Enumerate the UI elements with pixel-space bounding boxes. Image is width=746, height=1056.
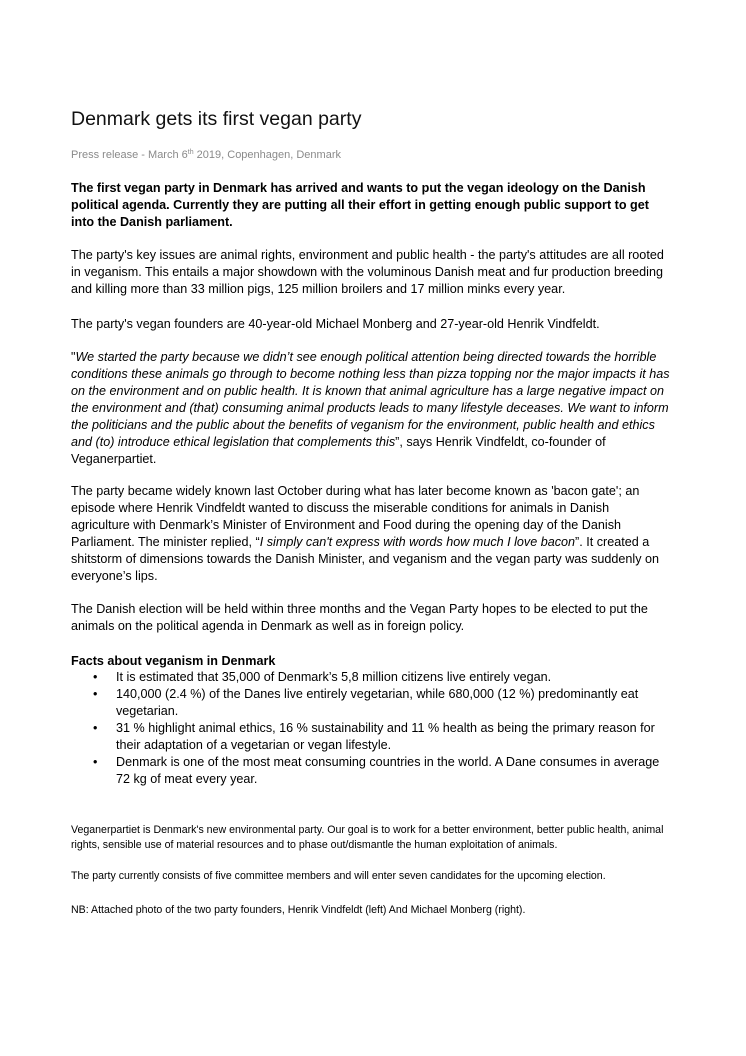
bacon-gate-text-before: The party became widely known last October during what has later become known as 'bacon gate'; an episode where Henrik Vindfeldt wanted to discuss the miserable conditions for animals in Danish agriculture with Denmark’s Minister of Environment and Food during the opening day of the Danish Parliament. The minister replied, “ (71, 484, 640, 549)
list-item (71, 754, 676, 788)
facts-heading: Facts about veganism in Denmark (71, 654, 276, 668)
dateline-suffix: 2019, Copenhagen, Denmark (193, 149, 341, 161)
about-party-paragraph: Veganerpartiet is Denmark's new environmental party. Our goal is to work for a better environment, better public health, animal rights, sensible use of material resources and to phase out/dismantle the human exploitation of animals. (71, 824, 664, 852)
list-item (71, 686, 676, 720)
lead-paragraph: The first vegan party in Denmark has arrived and wants to put the vegan ideology on the Danish political agenda. Currently they are putting all their effort in getting enough public support to get into the Danish parliament. (71, 181, 649, 229)
dateline-superscript: th (187, 149, 194, 156)
photo-note: NB: Attached photo of the two party founders, Henrik Vindfeldt (left) And Michael Monberg (right). (71, 904, 526, 916)
key-issues-paragraph: The party's key issues are animal rights, environment and public health - the party's attitudes are all rooted in veganism. This entails a major showdown with the voluminous Danish meat and fur production breeding and killing more than 33 million pigs, 125 million broilers and 17 million minks every year. (71, 248, 664, 296)
fact-text: It is estimated that 35,000 of Denmark’s 5,8 million citizens live entirely vegan. (116, 670, 552, 684)
fact-text: Denmark is one of the most meat consuming countries in the world. A Dane consumes in average 72 kg of meat every year. (116, 755, 660, 786)
bullet-icon: • (93, 721, 98, 735)
list-item (71, 669, 676, 686)
fact-text: 31 % highlight animal ethics, 16 % sustainability and 11 % health as being the primary reason for their adaptation of a vegetarian or vegan lifestyle. (116, 721, 655, 752)
bullet-icon: • (93, 687, 98, 701)
quote-paragraph (71, 349, 671, 468)
founders-paragraph: The party's vegan founders are 40-year-old Michael Monberg and 27-year-old Henrik Vindfeldt. (71, 317, 600, 331)
bacon-gate-paragraph (71, 483, 671, 585)
bullet-icon: • (93, 755, 98, 769)
document-title: Denmark gets its first vegan party (71, 108, 362, 130)
minister-quote: I simply can't express with words how much I love bacon (259, 535, 576, 549)
dateline-prefix: Press release - March 6 (71, 149, 188, 161)
bacon-gate-text-after: ”. It created a shitstorm of dimensions towards the Danish Minister, and veganism and the vegan party was suddenly on everyone’s lips. (71, 535, 660, 583)
dateline (71, 149, 341, 161)
quote-text: We started the party because we didn’t see enough political attention being directed towards the horrible conditions these animals go through to become nothing less than pizza topping nor the major impacts it has on the environment and on public health. It is known that animal agriculture has a large negative impact on the environment and (that) consuming animal products leads to many lifestyle deceases. We want to inform the politicians and the public about the benefits of veganism for the environment, public health and ethics and (to) introduce ethical legislation that complements this (71, 350, 670, 449)
quote-attribution: ”, says Henrik Vindfeldt, co-founder of Veganerpartiet. (71, 435, 606, 466)
facts-list (71, 669, 676, 788)
fact-text: 140,000 (2.4 %) of the Danes live entirely vegetarian, while 680,000 (12 %) predominantly eat vegetarian. (116, 687, 639, 718)
members-paragraph: The party currently consists of five committee members and will enter seven candidates for the upcoming election. (71, 870, 606, 882)
list-item (71, 720, 676, 754)
bullet-icon: • (93, 670, 98, 684)
quote-open-mark: " (71, 350, 76, 364)
election-paragraph: The Danish election will be held within three months and the Vegan Party hopes to be elected to put the animals on the political agenda in Denmark as well as in foreign policy. (71, 602, 648, 633)
